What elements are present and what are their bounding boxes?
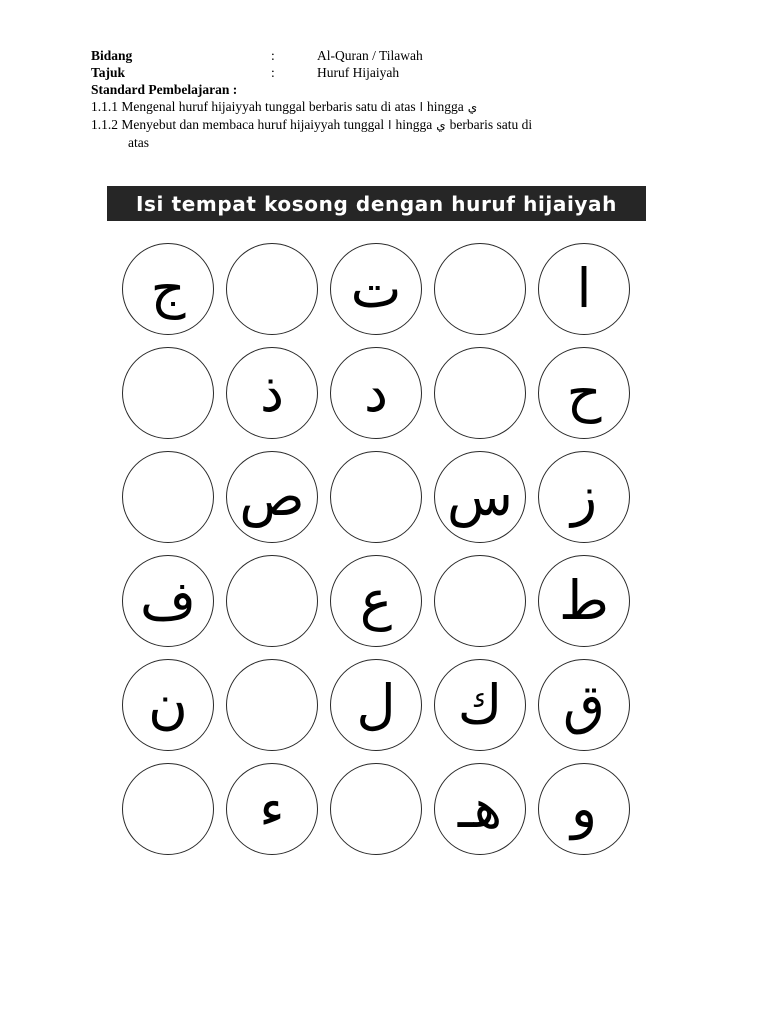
letter-circle: ق xyxy=(538,659,630,751)
bidang-value: Al-Quran / Tilawah xyxy=(317,48,423,63)
std1-text: 1.1.1 Mengenal huruf hijaiyyah tunggal berbaris satu di atas xyxy=(91,99,416,114)
letter-circle: س xyxy=(434,451,526,543)
letter-circle: ن xyxy=(122,659,214,751)
std2-suffix: berbaris satu di xyxy=(449,117,533,132)
letter-circle[interactable] xyxy=(226,555,318,647)
bidang-row xyxy=(91,47,532,64)
standard-label: Standard Pembelajaran : xyxy=(91,82,238,97)
bidang-label: Bidang xyxy=(91,48,133,63)
letter-circle[interactable] xyxy=(330,451,422,543)
letter-circle: ذ xyxy=(226,347,318,439)
instruction-banner xyxy=(107,186,646,221)
letter-circle[interactable] xyxy=(226,659,318,751)
std1-mid: hingga xyxy=(427,99,464,114)
letter-circle[interactable] xyxy=(226,243,318,335)
letter-grid xyxy=(122,243,630,855)
letter-circle[interactable] xyxy=(122,347,214,439)
std1-alif: ا xyxy=(419,100,424,114)
standard-1-1-2-continuation: atas xyxy=(128,135,149,150)
tajuk-row xyxy=(91,64,532,81)
letter-circle: ت xyxy=(330,243,422,335)
letter-circle: ط xyxy=(538,555,630,647)
std2-text: 1.1.2 Menyebut dan membaca huruf hijaiyyah tunggal xyxy=(91,117,385,132)
letter-circle: ز xyxy=(538,451,630,543)
letter-circle[interactable] xyxy=(330,763,422,855)
letter-circle: و xyxy=(538,763,630,855)
letter-circle[interactable] xyxy=(434,243,526,335)
letter-circle: ص xyxy=(226,451,318,543)
letter-circle: د xyxy=(330,347,422,439)
letter-circle: ح xyxy=(538,347,630,439)
std2-mid: hingga xyxy=(395,117,433,132)
letter-circle[interactable] xyxy=(434,347,526,439)
std1-ya: ي xyxy=(467,100,478,114)
colon: : xyxy=(271,48,275,63)
letter-circle: ك xyxy=(434,659,526,751)
letter-circle: ء xyxy=(226,763,318,855)
tajuk-value: Huruf Hijaiyah xyxy=(317,65,400,80)
worksheet-header xyxy=(91,47,532,151)
colon: : xyxy=(271,65,275,80)
letter-circle: ا xyxy=(538,243,630,335)
letter-circle: ج xyxy=(122,243,214,335)
std2-ya: ي xyxy=(436,118,446,132)
letter-circle[interactable] xyxy=(434,555,526,647)
standard-1-1-2 xyxy=(91,116,532,134)
tajuk-label: Tajuk xyxy=(91,65,126,80)
letter-circle[interactable] xyxy=(122,763,214,855)
banner-title: Isi tempat kosong dengan huruf hijaiyah xyxy=(136,191,617,216)
letter-circle: ف xyxy=(122,555,214,647)
std2-alif: ا xyxy=(388,118,392,132)
letter-circle: هـ xyxy=(434,763,526,855)
letter-circle: ع xyxy=(330,555,422,647)
standard-1-1-1 xyxy=(91,98,532,116)
letter-circle: ل xyxy=(330,659,422,751)
letter-circle[interactable] xyxy=(122,451,214,543)
